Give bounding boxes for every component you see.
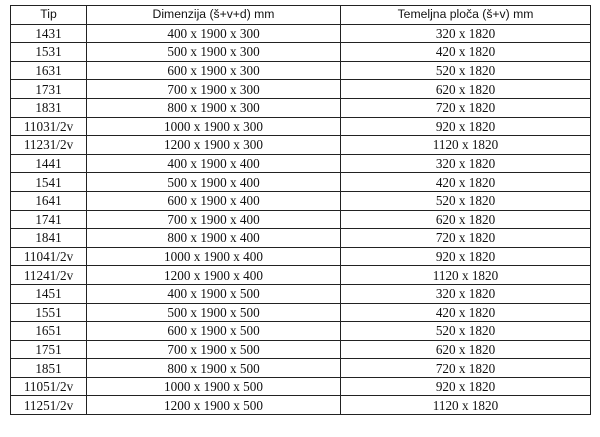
cell-dimenzija: 1200 x 1900 x 300 — [87, 136, 341, 155]
header-tip: Tip — [11, 6, 87, 25]
cell-temeljna-ploca: 620 x 1820 — [341, 80, 591, 99]
cell-dimenzija: 700 x 1900 x 300 — [87, 80, 341, 99]
table-row — [11, 322, 591, 341]
cell-temeljna-ploca: 520 x 1820 — [341, 191, 591, 210]
cell-temeljna-ploca: 720 x 1820 — [341, 229, 591, 248]
cell-temeljna-ploca: 620 x 1820 — [341, 340, 591, 359]
table-row — [11, 210, 591, 229]
cell-dimenzija: 600 x 1900 x 300 — [87, 61, 341, 80]
cell-tip: 1841 — [11, 229, 87, 248]
table-row — [11, 284, 591, 303]
cell-tip: 1631 — [11, 61, 87, 80]
header-temeljna-ploca: Temeljna ploča (š+v) mm — [341, 6, 591, 25]
cell-temeljna-ploca: 520 x 1820 — [341, 322, 591, 341]
dimensions-table-container — [10, 5, 590, 415]
cell-temeljna-ploca: 320 x 1820 — [341, 284, 591, 303]
cell-dimenzija: 600 x 1900 x 500 — [87, 322, 341, 341]
cell-tip: 11251/2v — [11, 396, 87, 415]
cell-dimenzija: 800 x 1900 x 300 — [87, 98, 341, 117]
cell-dimenzija: 1000 x 1900 x 500 — [87, 377, 341, 396]
table-row — [11, 80, 591, 99]
cell-tip: 1441 — [11, 154, 87, 173]
table-row — [11, 229, 591, 248]
table-row — [11, 61, 591, 80]
cell-dimenzija: 700 x 1900 x 500 — [87, 340, 341, 359]
table-body — [11, 24, 591, 414]
table-row — [11, 340, 591, 359]
cell-tip: 1431 — [11, 24, 87, 43]
cell-tip: 1751 — [11, 340, 87, 359]
cell-temeljna-ploca: 420 x 1820 — [341, 173, 591, 192]
cell-dimenzija: 800 x 1900 x 400 — [87, 229, 341, 248]
cell-tip: 11031/2v — [11, 117, 87, 136]
cell-temeljna-ploca: 720 x 1820 — [341, 98, 591, 117]
table-header — [11, 6, 591, 25]
cell-tip: 1541 — [11, 173, 87, 192]
cell-dimenzija: 500 x 1900 x 300 — [87, 43, 341, 62]
cell-tip: 11051/2v — [11, 377, 87, 396]
cell-temeljna-ploca: 420 x 1820 — [341, 43, 591, 62]
cell-dimenzija: 1200 x 1900 x 500 — [87, 396, 341, 415]
cell-tip: 1731 — [11, 80, 87, 99]
cell-temeljna-ploca: 920 x 1820 — [341, 377, 591, 396]
cell-tip: 1451 — [11, 284, 87, 303]
cell-dimenzija: 1000 x 1900 x 400 — [87, 247, 341, 266]
cell-temeljna-ploca: 320 x 1820 — [341, 154, 591, 173]
header-row — [11, 6, 591, 25]
table-row — [11, 98, 591, 117]
table-row — [11, 154, 591, 173]
table-row — [11, 377, 591, 396]
cell-dimenzija: 600 x 1900 x 400 — [87, 191, 341, 210]
table-row — [11, 136, 591, 155]
table-row — [11, 191, 591, 210]
cell-dimenzija: 700 x 1900 x 400 — [87, 210, 341, 229]
cell-tip: 1551 — [11, 303, 87, 322]
table-row — [11, 359, 591, 378]
cell-dimenzija: 1000 x 1900 x 300 — [87, 117, 341, 136]
cell-temeljna-ploca: 720 x 1820 — [341, 359, 591, 378]
header-dimenzija: Dimenzija (š+v+d) mm — [87, 6, 341, 25]
cell-temeljna-ploca: 1120 x 1820 — [341, 266, 591, 285]
table-row — [11, 173, 591, 192]
cell-dimenzija: 500 x 1900 x 500 — [87, 303, 341, 322]
cell-tip: 1741 — [11, 210, 87, 229]
cell-temeljna-ploca: 420 x 1820 — [341, 303, 591, 322]
table-row — [11, 303, 591, 322]
table-row — [11, 43, 591, 62]
cell-temeljna-ploca: 620 x 1820 — [341, 210, 591, 229]
table-row — [11, 24, 591, 43]
cell-dimenzija: 400 x 1900 x 500 — [87, 284, 341, 303]
cell-tip: 11041/2v — [11, 247, 87, 266]
cell-tip: 11241/2v — [11, 266, 87, 285]
cell-tip: 1641 — [11, 191, 87, 210]
cell-dimenzija: 1200 x 1900 x 400 — [87, 266, 341, 285]
table-row — [11, 247, 591, 266]
cell-tip: 1651 — [11, 322, 87, 341]
cell-tip: 11231/2v — [11, 136, 87, 155]
cell-tip: 1851 — [11, 359, 87, 378]
cell-temeljna-ploca: 1120 x 1820 — [341, 396, 591, 415]
cell-tip: 1831 — [11, 98, 87, 117]
cell-tip: 1531 — [11, 43, 87, 62]
cell-temeljna-ploca: 920 x 1820 — [341, 247, 591, 266]
cell-temeljna-ploca: 520 x 1820 — [341, 61, 591, 80]
cell-dimenzija: 500 x 1900 x 400 — [87, 173, 341, 192]
cell-temeljna-ploca: 920 x 1820 — [341, 117, 591, 136]
dimensions-table — [10, 5, 591, 415]
cell-dimenzija: 400 x 1900 x 400 — [87, 154, 341, 173]
table-row — [11, 396, 591, 415]
cell-temeljna-ploca: 320 x 1820 — [341, 24, 591, 43]
table-row — [11, 266, 591, 285]
cell-dimenzija: 800 x 1900 x 500 — [87, 359, 341, 378]
cell-temeljna-ploca: 1120 x 1820 — [341, 136, 591, 155]
cell-dimenzija: 400 x 1900 x 300 — [87, 24, 341, 43]
table-row — [11, 117, 591, 136]
